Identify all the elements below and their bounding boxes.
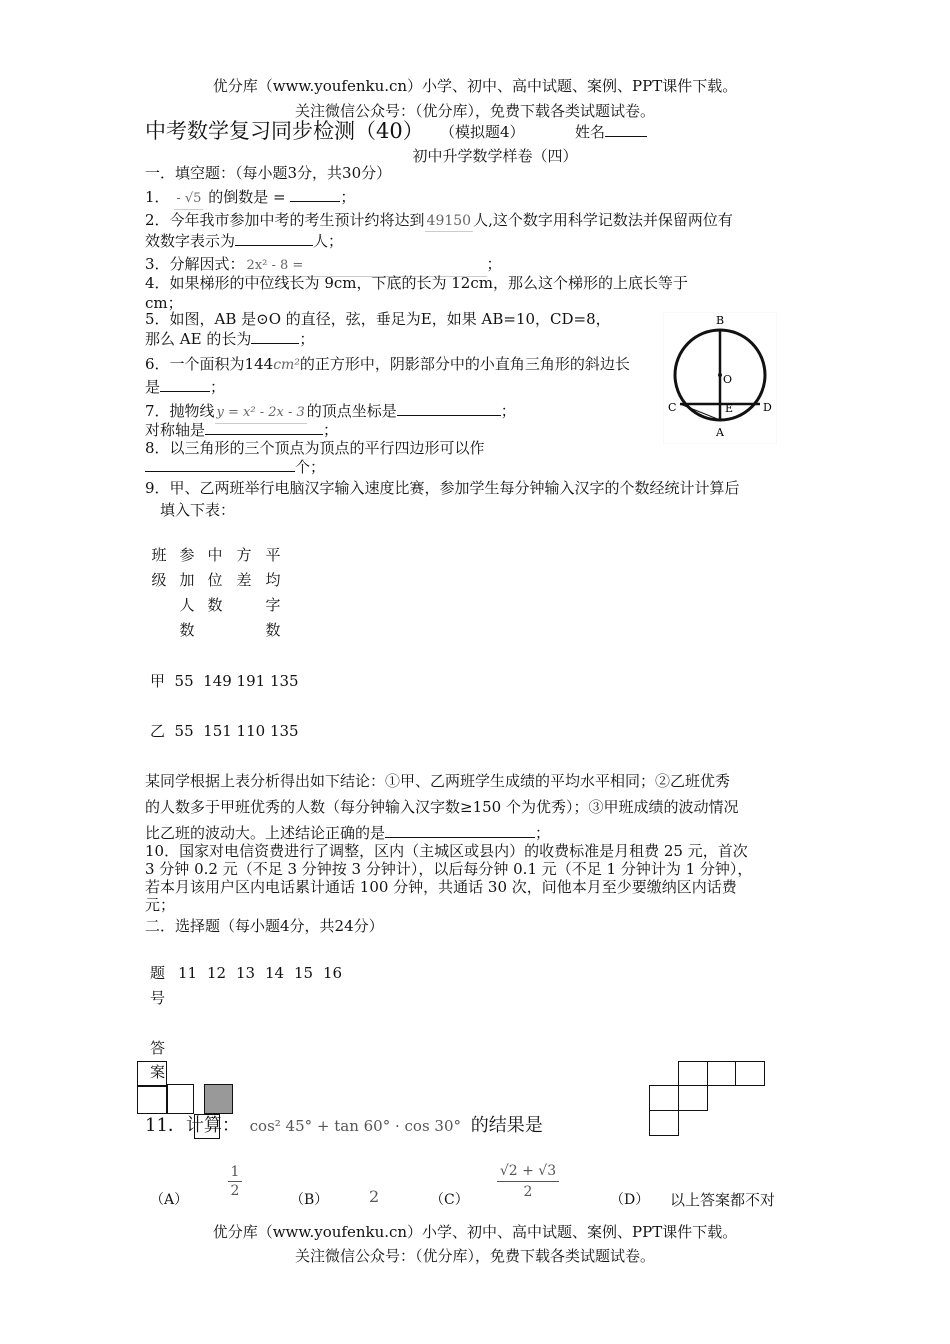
q11-text-a: 11．计 bbox=[145, 1115, 204, 1136]
q6-text-a: 6．一个面积为144 bbox=[145, 355, 274, 373]
q2-end: 人； bbox=[313, 232, 344, 250]
paper-subtitle: 初中升学数学样卷（四） bbox=[412, 147, 578, 165]
section-1-heading: 一．填空题：（每小题3分，共30分） bbox=[145, 164, 392, 182]
q11-text-b: 的结果是 bbox=[470, 1115, 543, 1136]
option-c-numerator: √2 + √3 bbox=[499, 1163, 557, 1179]
q7-end-c: ； bbox=[323, 421, 339, 439]
question-4-line-2: cm； bbox=[145, 294, 183, 312]
option-d-text: 以上答案都不对 bbox=[670, 1191, 776, 1209]
option-c-denominator: 2 bbox=[497, 1181, 559, 1202]
q9-conclusion-line-2: 的人数多于甲班优秀的人数（每分钟输入汉字数≥150 个为优秀）；③甲班成绩的波动情况 bbox=[145, 798, 739, 816]
question-10-line-1: 10．国家对电信资费进行了调整，区内（主城区或县内）的收费标准是月租费 25 元，首次 bbox=[145, 842, 748, 860]
q6-end: ； bbox=[210, 378, 226, 396]
q9-header-median: 中位数 bbox=[207, 546, 223, 614]
question-10-line-2: 3 分钟 0.2 元（不足 3 分钟按 3 分钟计），以后每分钟 0.1 元（不足 1 分钟计为 1 分钟）， bbox=[145, 860, 753, 878]
answer-table-head-b: 号 bbox=[150, 989, 166, 1007]
net-square bbox=[167, 1084, 194, 1114]
q9-blank bbox=[385, 823, 535, 838]
answer-num-14: 14 bbox=[265, 964, 285, 982]
question-5-line-2 bbox=[145, 329, 314, 349]
question-2-line-2 bbox=[145, 231, 343, 251]
q9-header-count: 参加人数 bbox=[179, 546, 195, 639]
q7-end-b: ； bbox=[500, 402, 516, 420]
question-9-line-1: 9．甲、乙两班举行电脑汉字输入速度比赛，参加学生每分钟输入汉字的个数经统计计算后 bbox=[145, 479, 740, 497]
q9-row-yi: 乙 55 151 110 135 bbox=[150, 722, 299, 740]
question-10-line-3: 若本月该用户区内电话累计通话 100 分钟，共通话 30 次，问他本月至少要缴纳区内话费 bbox=[145, 878, 737, 896]
q7-text-b: 的顶点坐标是 bbox=[306, 402, 397, 420]
q7-math: y = x² - 2x - 3 bbox=[215, 403, 307, 424]
q7-text-c: 对称轴是 bbox=[145, 421, 206, 439]
question-8-line-1: 8．以三角形的三个顶点为顶点的平行四边形可以作 bbox=[145, 439, 485, 457]
q3-end: ； bbox=[486, 255, 502, 273]
name-label: 姓名 bbox=[575, 123, 606, 141]
q9-header-variance: 方差 bbox=[236, 546, 252, 589]
option-a-label[interactable]: （A） bbox=[150, 1192, 189, 1208]
q9-header-class: 班级 bbox=[151, 546, 167, 589]
question-9-line-2: 填入下表： bbox=[160, 501, 236, 519]
q1-text: 的倒数是 = bbox=[208, 188, 286, 206]
label-o: O bbox=[723, 373, 733, 386]
q6-text-b: 的正方形中，阴影部分中的小直角三角形的斜边长 bbox=[299, 355, 630, 373]
header-line-1: 优分库（www.youfenku.cn）小学、初中、高中试题、案例、PPT课件下载。 bbox=[212, 77, 738, 95]
question-8-line-2 bbox=[145, 457, 325, 477]
q5-end: ； bbox=[299, 330, 315, 348]
q7-blank-vertex bbox=[397, 401, 501, 416]
label-d: D bbox=[763, 401, 772, 414]
question-2-line-1 bbox=[145, 210, 733, 232]
q5-blank bbox=[251, 329, 299, 344]
question-5-line-1: 5．如图，AB 是⊙O 的直径，弦，垂足为E，如果 AB=10，CD=8， bbox=[145, 310, 611, 328]
q2-math: 49150 bbox=[425, 211, 474, 232]
net-square bbox=[707, 1061, 736, 1086]
footer-line-1: 优分库（www.youfenku.cn）小学、初中、高中试题、案例、PPT课件下载。 bbox=[212, 1223, 738, 1241]
question-1 bbox=[145, 187, 355, 210]
q2-text-c: 效数字表示为 bbox=[145, 232, 236, 250]
q1-end: ； bbox=[340, 188, 356, 206]
answer-num-16: 16 bbox=[323, 964, 343, 982]
section-2-heading: 二．选择题（每小题4分，共24分） bbox=[145, 917, 384, 935]
net-square bbox=[137, 1086, 167, 1114]
option-a-fraction bbox=[228, 1163, 242, 1200]
q2-blank bbox=[235, 231, 313, 246]
page-subtitle-tag: （模拟题4） bbox=[440, 123, 525, 141]
option-b-label[interactable]: （B） bbox=[290, 1192, 329, 1208]
q6-unit: cm² bbox=[273, 357, 300, 373]
net-square bbox=[649, 1110, 679, 1136]
q8-blank bbox=[145, 457, 295, 472]
net-square bbox=[649, 1085, 679, 1111]
question-6-line-1 bbox=[145, 354, 630, 375]
q5-text-b: 那么 AE 的长为 bbox=[145, 330, 252, 348]
q9-conclusion-line-1: 某同学根据上表分析得出如下结论：①甲、乙两班学生成绩的平均水平相同；②乙班优秀 bbox=[145, 772, 731, 790]
name-field bbox=[575, 122, 647, 142]
answer-num-11: 11 bbox=[178, 964, 198, 982]
footer-line-2: 关注微信公众号：（优分库），免费下载各类试题试卷。 bbox=[294, 1247, 655, 1265]
net-shaded-square bbox=[204, 1084, 233, 1114]
net-square bbox=[678, 1061, 708, 1086]
q9-conclusion-text: 比乙班的波动大。上述结论正确的是 bbox=[145, 824, 386, 842]
answer-num-12: 12 bbox=[207, 964, 227, 982]
answer-num-15: 15 bbox=[294, 964, 314, 982]
name-blank bbox=[605, 122, 647, 137]
option-c-fraction bbox=[497, 1161, 559, 1202]
segment-ca bbox=[680, 404, 720, 420]
q2-text-b: 人,这个数字用科学记数法并保留两位有 bbox=[473, 211, 733, 229]
answer-label-a: 答 bbox=[150, 1039, 166, 1057]
net-square bbox=[735, 1061, 765, 1086]
q6-text-c: 是 bbox=[145, 378, 161, 396]
question-4-line-1: 4．如果梯形的中位线长为 9cm，下底的长为 12cm，那么这个梯形的上底长等于 bbox=[145, 274, 688, 292]
q9-end: ； bbox=[535, 824, 551, 842]
option-d-label[interactable]: （D） bbox=[610, 1192, 650, 1208]
label-e: E bbox=[725, 402, 734, 415]
q11-math: cos² 45° + tan 60° · cos 30° bbox=[249, 1117, 462, 1135]
question-10-line-4: 元； bbox=[145, 896, 176, 914]
q1-math: - √5 bbox=[174, 189, 203, 210]
circle-figure bbox=[663, 312, 777, 444]
answer-num-13: 13 bbox=[236, 964, 256, 982]
question-11 bbox=[145, 1114, 543, 1138]
net-square bbox=[678, 1085, 708, 1111]
q3-text: 3．分解因式： bbox=[145, 255, 245, 273]
net-square bbox=[137, 1061, 167, 1086]
option-a-denominator: 2 bbox=[228, 1181, 242, 1200]
option-b-value: 2 bbox=[369, 1187, 380, 1206]
q1-blank bbox=[290, 187, 340, 202]
q3-math: 2x² - 8 = bbox=[245, 256, 487, 277]
center-point bbox=[718, 373, 722, 377]
q2-text-a: 2．今年我市参加中考的考生预计约将达到 bbox=[145, 211, 425, 229]
label-c: C bbox=[668, 401, 677, 414]
label-b: B bbox=[716, 314, 725, 327]
page-title: 中考数学复习同步检测（40） bbox=[145, 119, 424, 143]
q11-text-box: 算： bbox=[203, 1115, 240, 1136]
option-a-numerator: 1 bbox=[230, 1164, 240, 1180]
q9-row-jia: 甲 55 149 191 135 bbox=[150, 672, 299, 690]
question-7-line-2 bbox=[145, 420, 338, 440]
answer-table-head-a: 题 bbox=[150, 964, 166, 982]
answer-label-b: 案 bbox=[150, 1063, 166, 1081]
option-c-label[interactable]: （C） bbox=[430, 1192, 469, 1208]
q6-blank bbox=[160, 377, 210, 392]
q7-blank-axis bbox=[205, 420, 323, 435]
label-a: A bbox=[716, 426, 724, 439]
q7-text-a: 7．抛物线 bbox=[145, 402, 215, 420]
q8-end: 个； bbox=[295, 458, 326, 476]
question-6-line-2 bbox=[145, 377, 225, 397]
q1-number: 1． bbox=[145, 188, 170, 206]
header-line-2: 关注微信公众号：（优分库），免费下载各类试题试卷。 bbox=[294, 102, 655, 120]
q9-header-average: 平均字数 bbox=[265, 546, 281, 639]
